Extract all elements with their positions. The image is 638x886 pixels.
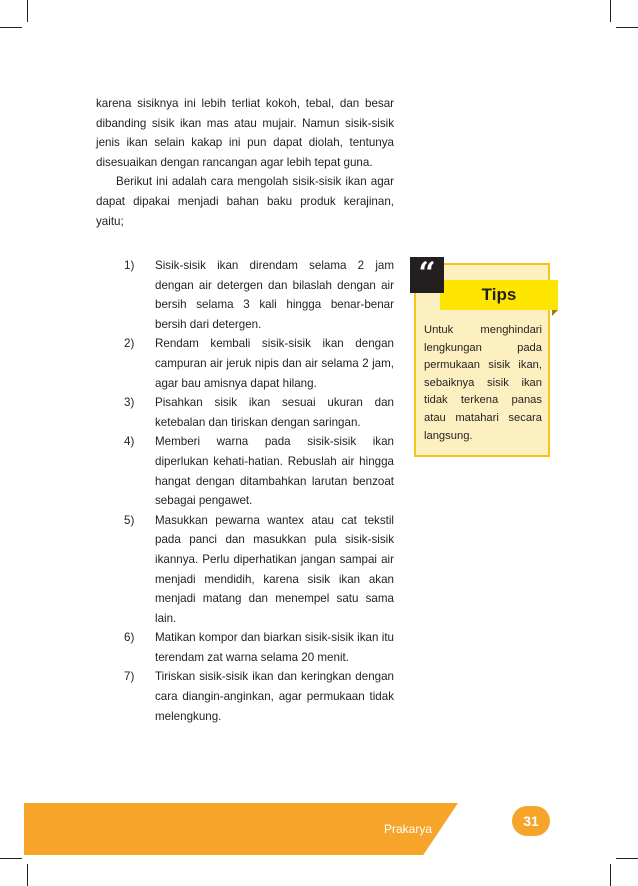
intro-paragraph-1: karena sisiknya ini lebih terliat kokoh, tebal, dan besar dibanding sisik ikan mas atau mujair. Namun sisik-sisik jenis ikan selain kakap ini pun dapat diolah, tentunya disesuaikan dengan rancangan agar lebih tepat guna. xyxy=(96,97,394,169)
step-text: Memberi warna pada sisik-sisik ikan diperlukan kehati-hatian. Rebuslah air hingga hangat dengan ditambahkan larutan benzoat sebagai pengawet. xyxy=(155,435,394,508)
steps-list xyxy=(124,256,394,726)
step-number: 1) xyxy=(124,259,135,272)
step-text: Tiriskan sisik-sisik ikan dan keringkan dengan cara diangin-anginkan, agar permukaan tidak melengkung. xyxy=(155,670,394,723)
step-number: 5) xyxy=(124,513,135,527)
tips-banner-fold xyxy=(552,310,558,316)
list-item xyxy=(124,511,394,629)
list-item xyxy=(124,334,394,393)
footer-book-title: Prakarya xyxy=(383,822,432,836)
step-text: Masukkan pewarna wantex atau cat tekstil pada panci dan masukkan pula sisik-sisik ikannya. Perlu diperhatikan jangan sampai air menjadi mendidih, karena sisik ikan akan menjadi matang dan menempel satu sama lain. xyxy=(155,513,394,625)
crop-mark xyxy=(0,858,22,859)
quote-icon: “ xyxy=(410,257,444,293)
step-text: Pisahkan sisik ikan sesuai ukuran dan ketebalan dan tiriskan dengan saringan. xyxy=(155,396,394,429)
step-text: Matikan kompor dan biarkan sisik-sisik ikan itu terendam zat warna selama 20 menit. xyxy=(155,631,394,664)
step-number: 4) xyxy=(124,435,135,449)
step-number: 2) xyxy=(124,337,135,351)
step-text: Rendam kembali sisik-sisik ikan dengan campuran air jeruk nipis dan air selama 2 jam, agar bau amisnya dapat hilang. xyxy=(155,337,394,390)
step-number: 3) xyxy=(124,396,135,410)
tips-body: Untuk menghindari lengkungan pada permukaan sisik ikan, sebaiknya sisik ikan tidak terkena panas atau matahari secara langsung. xyxy=(424,324,542,442)
list-item xyxy=(124,628,394,667)
crop-mark xyxy=(27,864,28,886)
crop-mark xyxy=(0,27,22,28)
crop-mark xyxy=(610,0,611,22)
list-item xyxy=(124,667,394,726)
intro-paragraph-2: Berikut ini adalah cara mengolah sisik-sisik ikan agar dapat dipakai menjadi bahan baku produk kerajinan, yaitu; xyxy=(96,175,394,228)
step-number: 6) xyxy=(124,631,135,645)
crop-mark xyxy=(27,0,28,22)
list-item xyxy=(124,256,394,334)
list-item xyxy=(124,432,394,510)
step-text: Sisik-sisik ikan direndam selama 2 jam dengan air detergen dan bilaslah dengan air bersih selama 3 kali hingga benar-benar bersih dari detergen. xyxy=(155,259,394,331)
tips-title: Tips xyxy=(481,285,517,304)
list-item xyxy=(124,393,394,432)
page-number: 31 xyxy=(512,806,550,836)
crop-mark xyxy=(616,27,638,28)
intro-text xyxy=(96,94,394,231)
crop-mark xyxy=(616,858,638,859)
step-number: 7) xyxy=(124,670,135,684)
crop-mark xyxy=(610,864,611,886)
